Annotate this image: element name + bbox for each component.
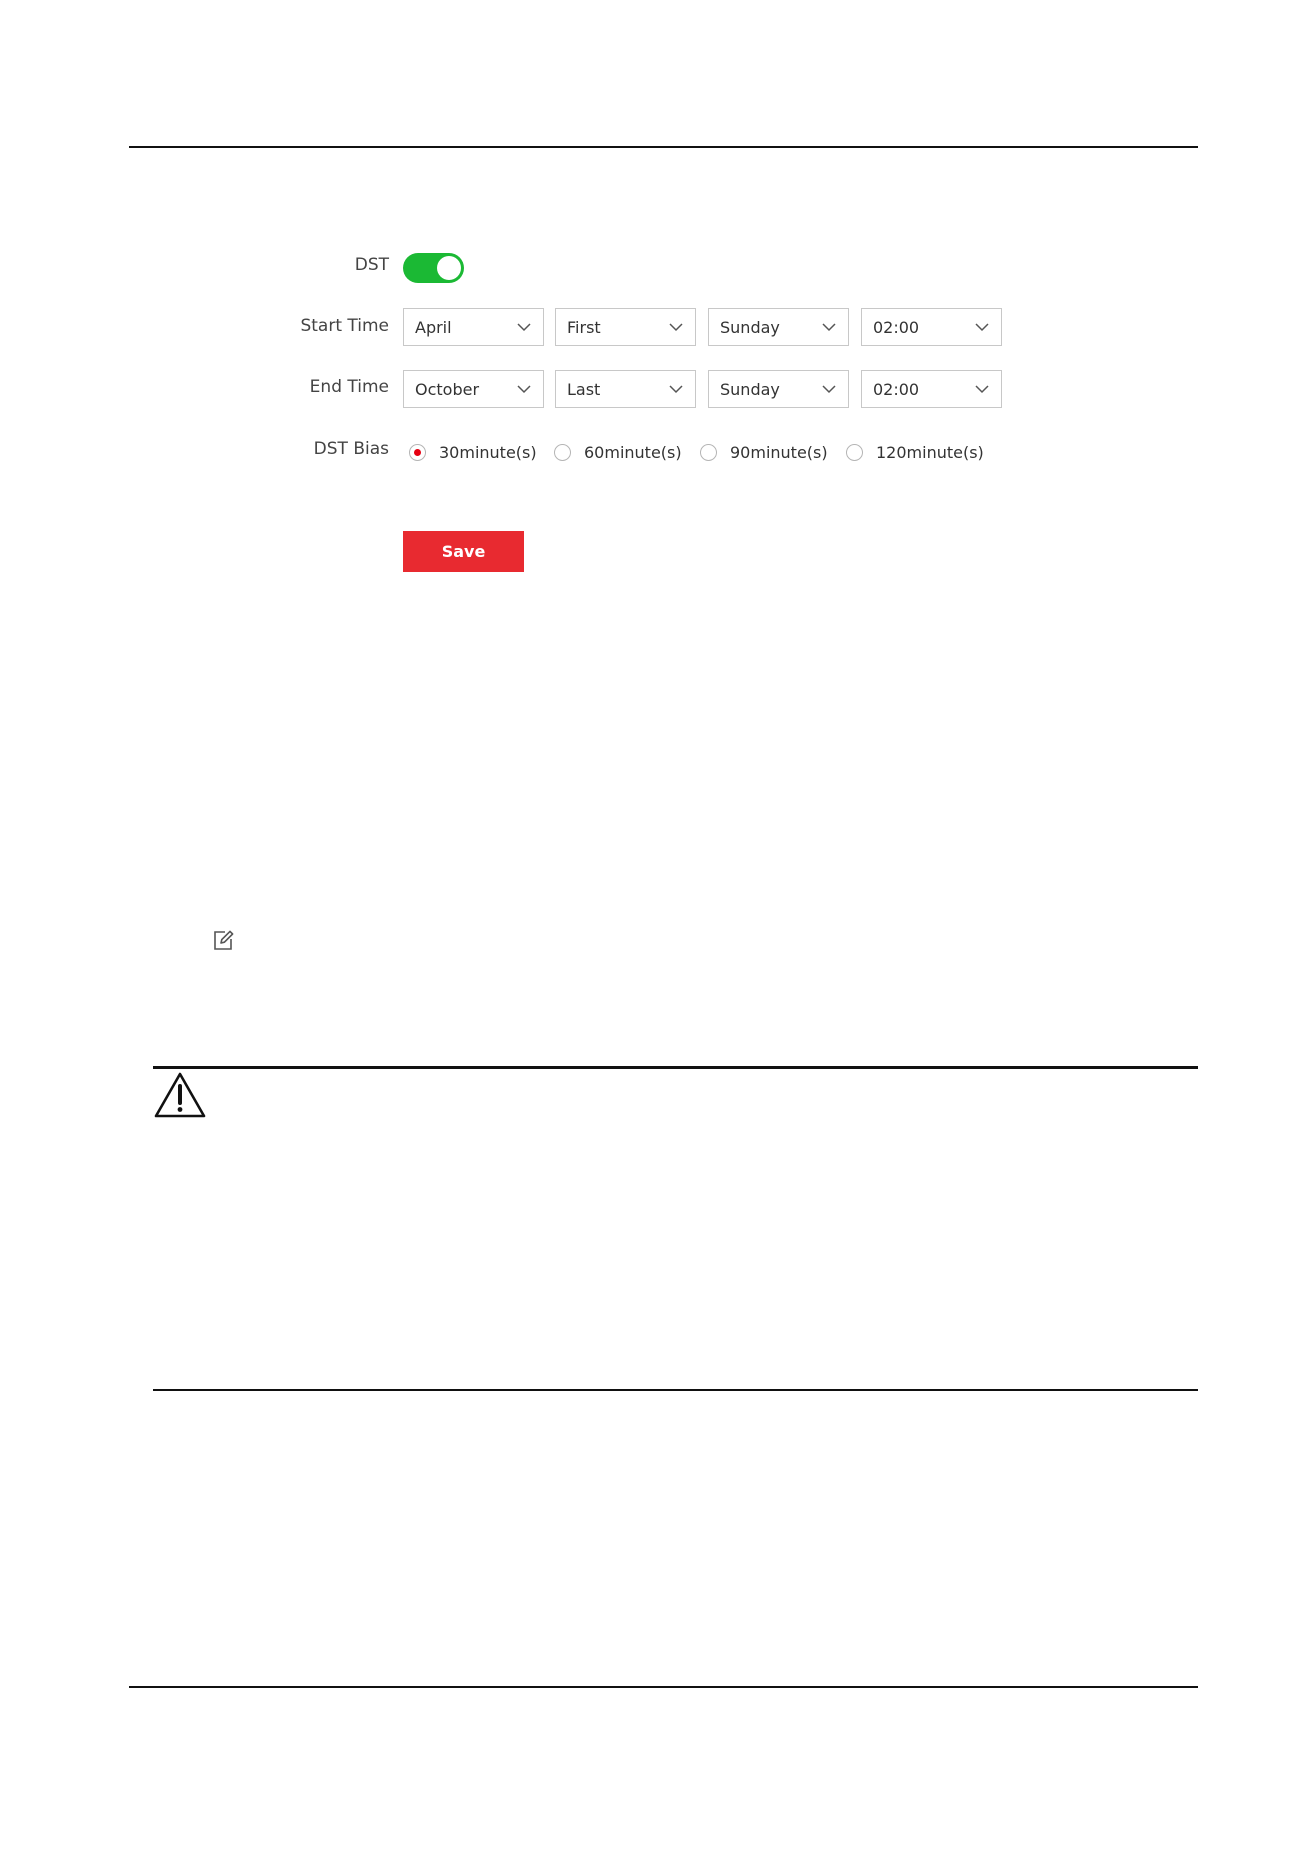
chevron-down-icon — [822, 321, 836, 333]
radio-label: 120minute(s) — [876, 442, 984, 462]
end-week-select[interactable] — [555, 370, 696, 408]
toggle-knob — [437, 256, 461, 280]
radio-label: 30minute(s) — [439, 442, 537, 462]
chevron-down-icon — [669, 321, 683, 333]
start-time-label: Start Time — [300, 316, 389, 336]
radio-label: 90minute(s) — [730, 442, 828, 462]
start-month-select[interactable] — [403, 308, 544, 346]
dst-label: DST — [354, 255, 389, 275]
footer-rule — [129, 1686, 1198, 1688]
bias-option-30[interactable] — [409, 441, 537, 463]
header-rule — [129, 146, 1198, 148]
start-week-select[interactable] — [555, 308, 696, 346]
start-hour-select[interactable] — [861, 308, 1002, 346]
radio-circle — [700, 444, 717, 461]
bias-option-120[interactable] — [846, 441, 984, 463]
end-day-select[interactable] — [708, 370, 849, 408]
chevron-down-icon — [517, 383, 531, 395]
radio-circle — [409, 444, 426, 461]
select-value: Sunday — [720, 380, 780, 399]
chevron-down-icon — [517, 321, 531, 333]
end-month-select[interactable] — [403, 370, 544, 408]
dst-toggle[interactable] — [403, 253, 464, 283]
chevron-down-icon — [975, 321, 989, 333]
dst-bias-label: DST Bias — [313, 439, 389, 459]
end-hour-select[interactable] — [861, 370, 1002, 408]
select-value: Sunday — [720, 318, 780, 337]
select-value: 02:00 — [873, 318, 920, 337]
select-value: 02:00 — [873, 380, 920, 399]
bias-option-90[interactable] — [700, 441, 828, 463]
end-time-label: End Time — [309, 377, 389, 397]
caution-bottom-rule — [153, 1389, 1198, 1391]
bias-option-60[interactable] — [554, 441, 682, 463]
warning-triangle-icon — [153, 1071, 207, 1119]
select-value: October — [415, 380, 480, 399]
select-value: First — [567, 318, 601, 337]
chevron-down-icon — [822, 383, 836, 395]
save-button[interactable]: Save — [403, 531, 524, 572]
radio-circle — [554, 444, 571, 461]
chevron-down-icon — [669, 383, 683, 395]
start-day-select[interactable] — [708, 308, 849, 346]
select-value: Last — [567, 380, 601, 399]
radio-circle — [846, 444, 863, 461]
chevron-down-icon — [975, 383, 989, 395]
select-value: April — [415, 318, 452, 337]
edit-note-icon — [211, 928, 236, 953]
caution-top-rule — [153, 1066, 1198, 1069]
radio-label: 60minute(s) — [584, 442, 682, 462]
